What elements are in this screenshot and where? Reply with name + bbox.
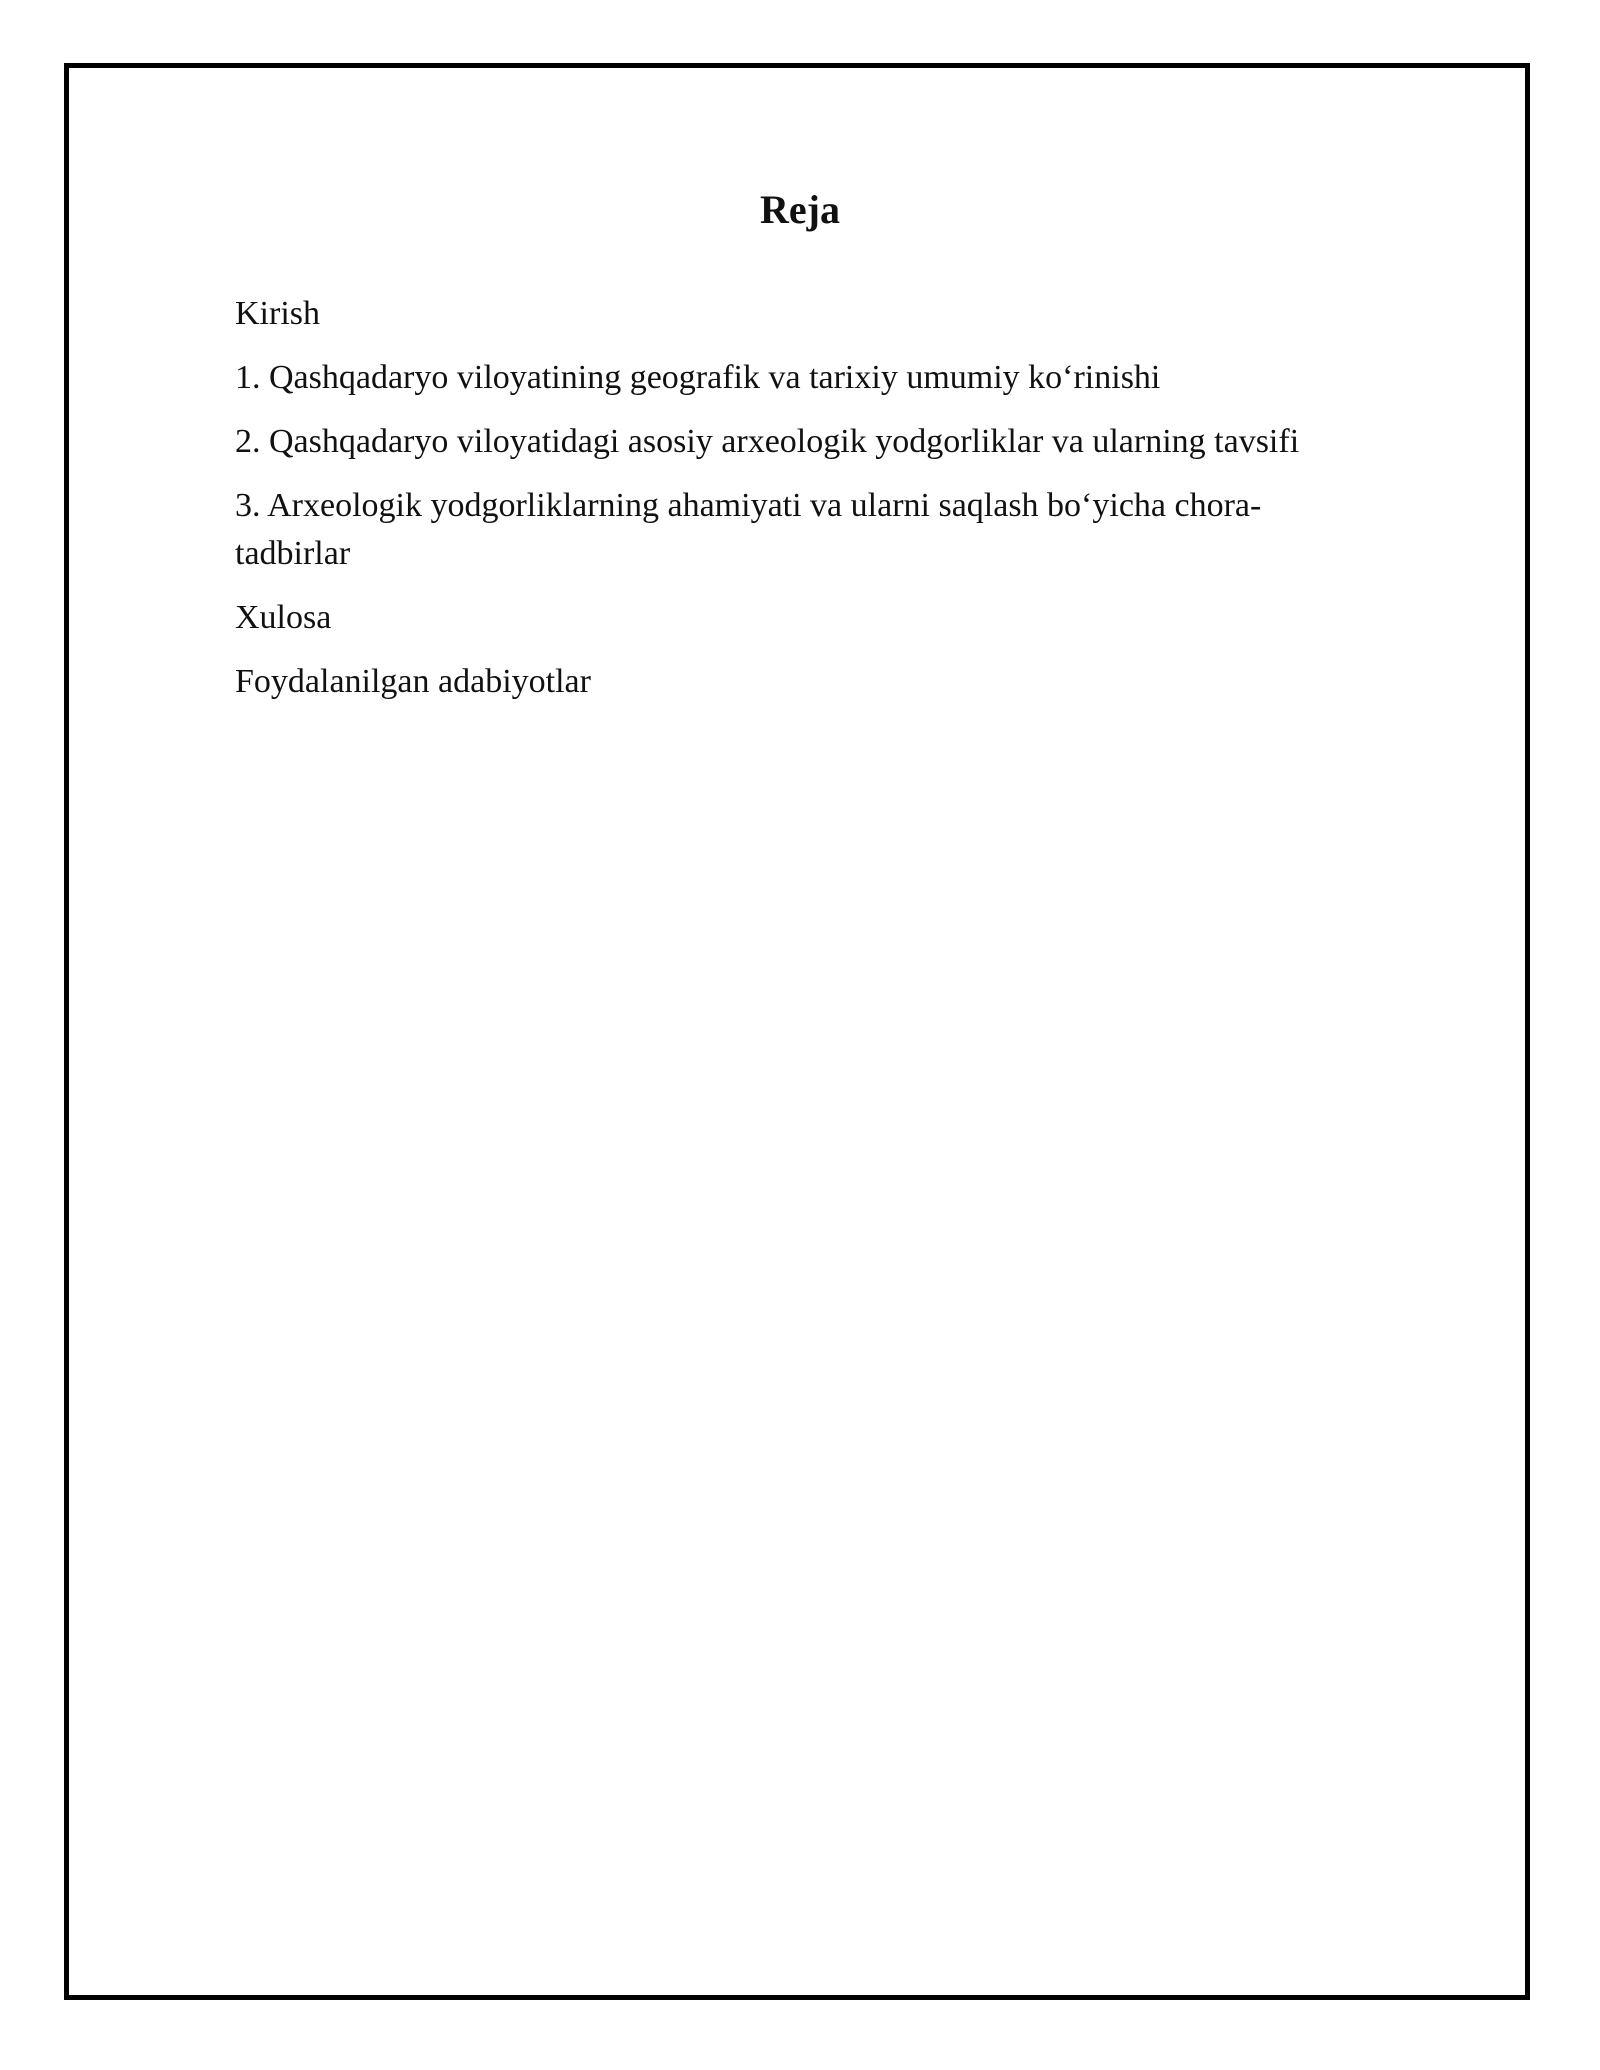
plan-item-3: 3. Arxeologik yodgorliklarning ahamiyati va ularni saqlash boʻyicha chora-tadbirlar [235, 487, 1262, 572]
plan-item-1: 1. Qashqadaryo viloyatining geografik va tarixiy umumiy koʻrinishi [235, 359, 1161, 396]
plan-item-conclusion: Xulosa [235, 599, 332, 636]
plan-item-introduction: Kirish [235, 295, 320, 332]
page-title: Reja [760, 187, 840, 232]
plan-item-references: Foydalanilgan adabiyotlar [235, 663, 591, 700]
plan-item-2: 2. Qashqadaryo viloyatidagi asosiy arxeologik yodgorliklar va ularning tavsifi [235, 423, 1300, 460]
plan-list [235, 290, 1355, 722]
